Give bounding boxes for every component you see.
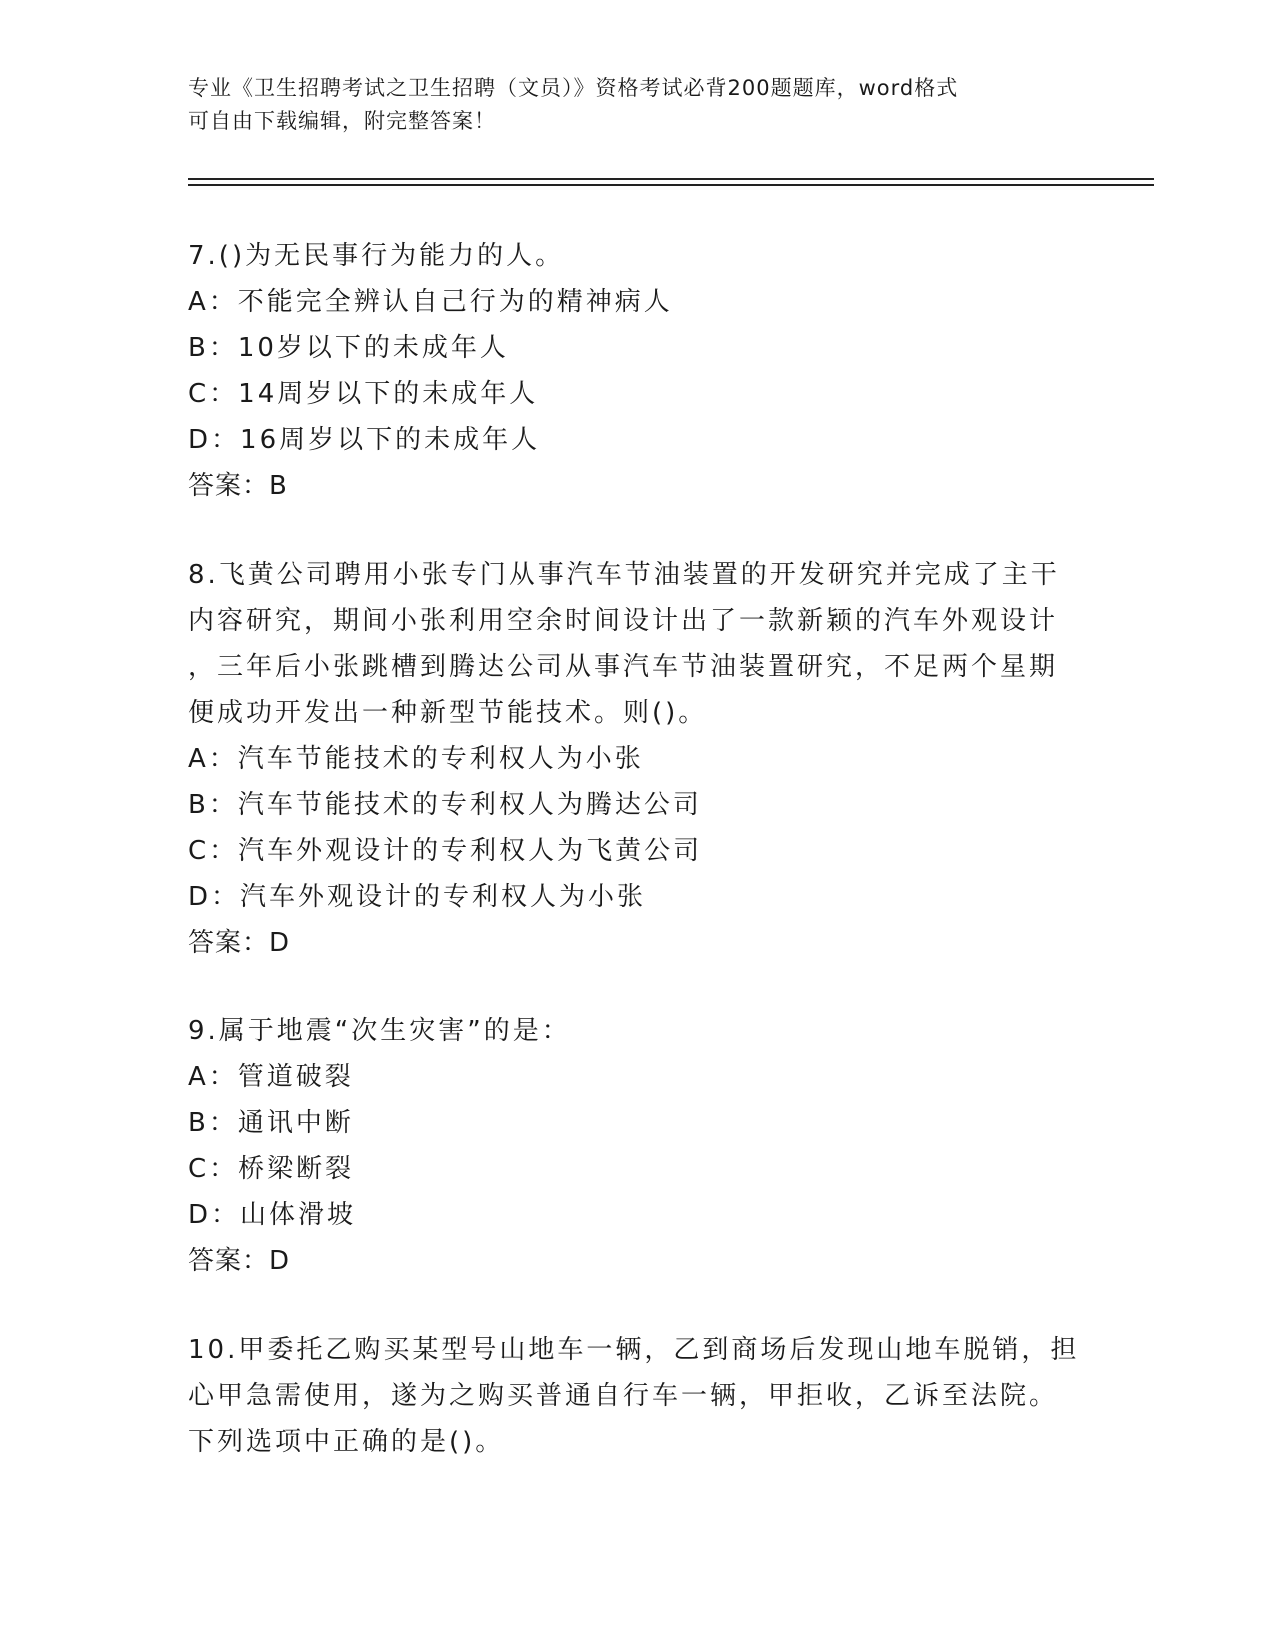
answer: 答案：D [188, 928, 291, 958]
question-7 [188, 233, 1088, 509]
header-divider-top [188, 178, 1154, 180]
answer: 答案：B [188, 471, 288, 501]
question-stem: 7.()为无民事行为能力的人。 [188, 241, 565, 271]
document-header [188, 72, 1088, 138]
option-d: D：汽车外观设计的专利权人为小张 [188, 882, 647, 912]
option-b: B：汽车节能技术的专利权人为腾达公司 [188, 790, 702, 820]
option-c: C：汽车外观设计的专利权人为飞黄公司 [188, 836, 703, 866]
option-b: B：10岁以下的未成年人 [188, 333, 509, 363]
option-a: A：管道破裂 [188, 1062, 354, 1092]
question-stem: 内容研究，期间小张利用空余时间设计出了一款新颖的汽车外观设计 [188, 606, 1059, 636]
question-stem: 下列选项中正确的是()。 [188, 1427, 505, 1457]
answer: 答案：D [188, 1246, 291, 1276]
header-divider-bottom [188, 184, 1154, 186]
question-stem: ，三年后小张跳槽到腾达公司从事汽车节油装置研究，不足两个星期 [188, 652, 1059, 682]
header-line-2: 可自由下载编辑，附完整答案！ [188, 109, 496, 133]
option-a: A：汽车节能技术的专利权人为小张 [188, 744, 644, 774]
question-stem: 心甲急需使用，遂为之购买普通自行车一辆，甲拒收，乙诉至法院。 [188, 1381, 1059, 1411]
question-stem: 10.甲委托乙购买某型号山地车一辆，乙到商场后发现山地车脱销，担 [188, 1335, 1080, 1365]
question-8 [188, 552, 1088, 966]
question-stem: 9.属于地震“次生灾害”的是： [188, 1016, 571, 1046]
option-b: B：通讯中断 [188, 1108, 354, 1138]
option-c: C：14周岁以下的未成年人 [188, 379, 539, 409]
option-d: D：16周岁以下的未成年人 [188, 425, 541, 455]
question-10 [188, 1327, 1088, 1465]
option-a: A：不能完全辨认自己行为的精神病人 [188, 287, 673, 317]
option-c: C：桥梁断裂 [188, 1154, 355, 1184]
option-d: D：山体滑坡 [188, 1200, 357, 1230]
question-stem: 8.飞黄公司聘用小张专门从事汽车节油装置的开发研究并完成了主干 [188, 560, 1060, 590]
question-stem: 便成功开发出一种新型节能技术。则()。 [188, 698, 708, 728]
question-9 [188, 1008, 1088, 1284]
header-line-1: 专业《卫生招聘考试之卫生招聘（文员）》资格考试必背200题题库，word格式 [188, 76, 959, 100]
